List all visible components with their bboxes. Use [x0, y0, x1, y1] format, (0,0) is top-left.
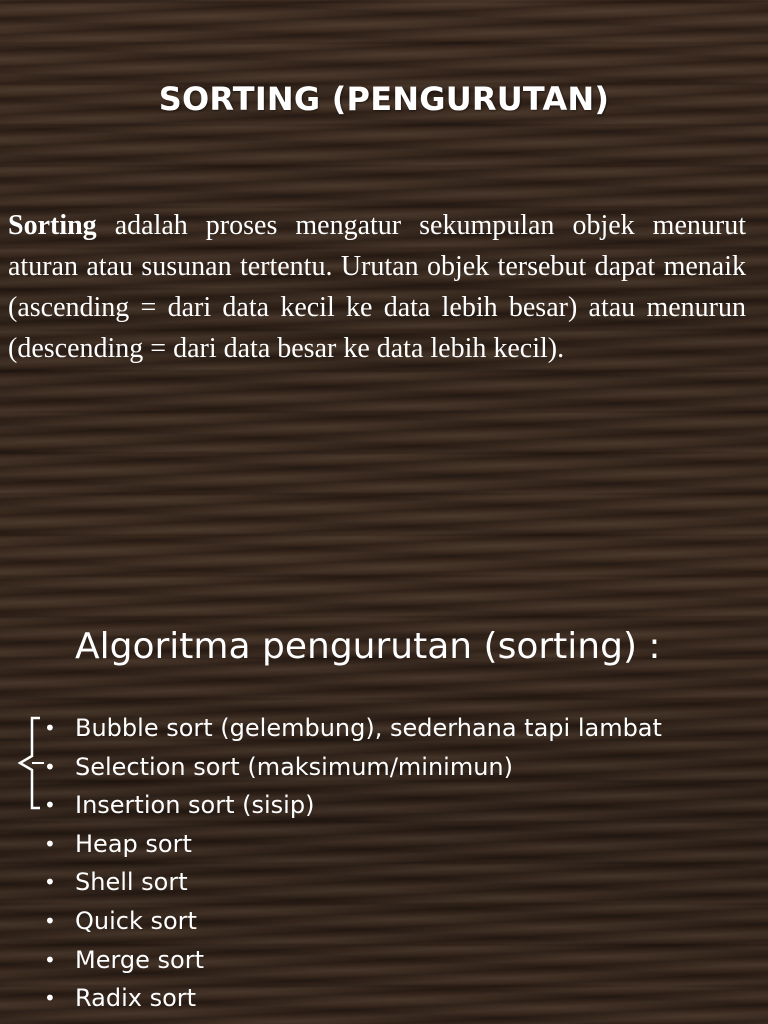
- algorithm-label: Merge sort: [75, 945, 205, 974]
- algorithm-label: Quick sort: [75, 906, 197, 935]
- sorting-definition: [8, 205, 746, 369]
- definition-text: adalah proses mengatur sekumpulan objek menurut aturan atau susunan tertentu. Urutan objek tersebut dapat menaik (ascending = dari data kecil ke data lebih besar) atau menurun (descending = dari data besar ke data lebih kecil).: [8, 210, 746, 364]
- algorithm-label: Bubble sort (gelembung), sederhana tapi lambat: [75, 714, 662, 742]
- list-item: [44, 748, 662, 787]
- list-item: [44, 941, 662, 980]
- bullet-icon: •: [44, 716, 56, 740]
- list-item: [44, 979, 662, 1018]
- algorithm-label: Radix sort: [75, 984, 197, 1013]
- algorithm-label: Shell sort: [75, 868, 188, 897]
- list-item: [44, 709, 662, 748]
- list-item: [44, 902, 662, 941]
- bullet-icon: •: [44, 793, 56, 818]
- algorithm-label: Insertion sort (sisip): [75, 791, 315, 820]
- bullet-icon: •: [44, 986, 56, 1011]
- slide-title: SORTING (PENGURUTAN): [158, 80, 610, 118]
- algorithm-label: Selection sort (maksimum/minimun): [75, 752, 513, 781]
- bullet-icon: •: [44, 908, 56, 933]
- definition-term: Sorting: [8, 210, 97, 241]
- bullet-icon: •: [44, 831, 56, 856]
- bullet-icon: •: [44, 754, 56, 779]
- list-item: [44, 825, 662, 864]
- algorithms-heading: Algoritma pengurutan (sorting) :: [75, 626, 661, 667]
- bullet-icon: •: [44, 947, 56, 972]
- algorithm-label: Heap sort: [75, 829, 192, 858]
- list-item: [44, 786, 662, 825]
- bullet-icon: •: [44, 870, 56, 895]
- algorithms-list: [44, 709, 662, 1018]
- list-item: [44, 863, 662, 902]
